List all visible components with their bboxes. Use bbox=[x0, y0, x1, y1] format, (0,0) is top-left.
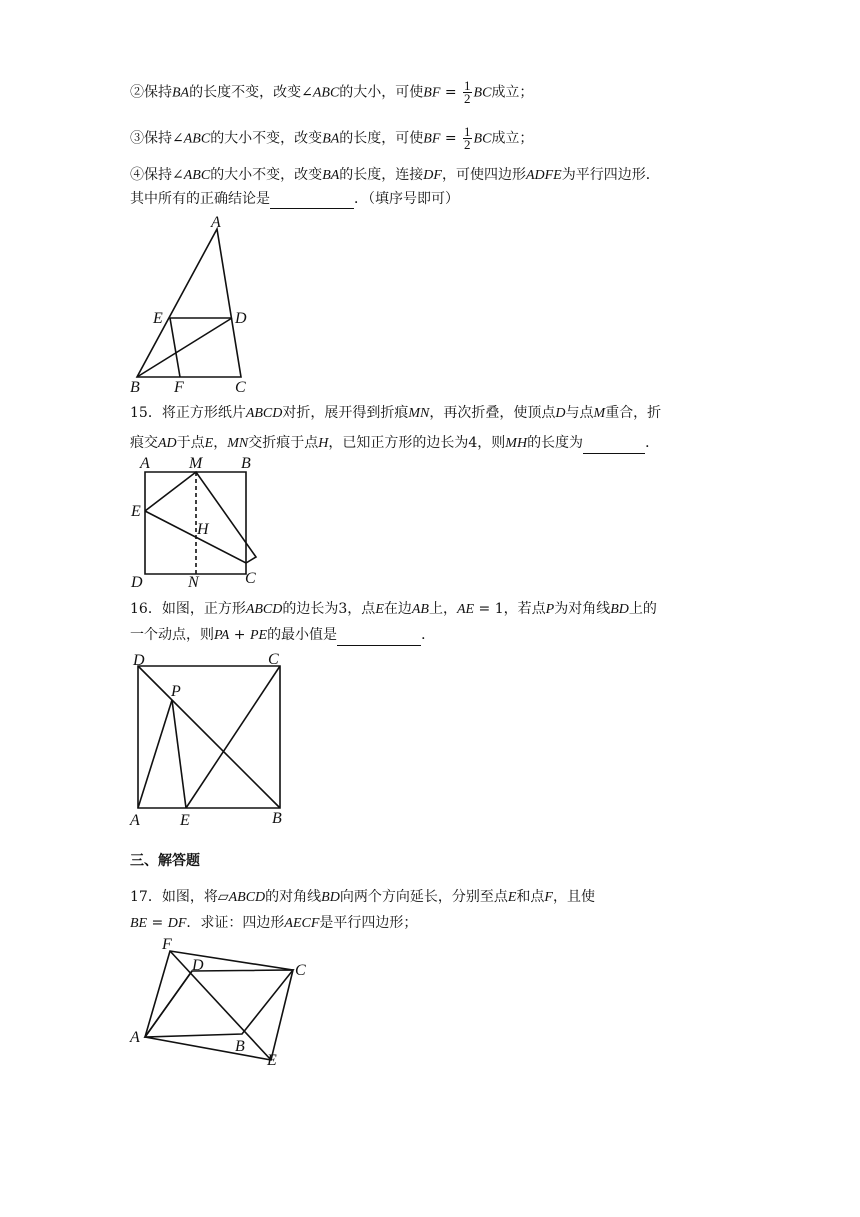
label-c: C bbox=[245, 570, 256, 587]
label-d: D bbox=[192, 957, 204, 974]
triangle-abc bbox=[137, 229, 241, 377]
q16-line-2: 一个动点，则PA + PE的最小值是 ． bbox=[130, 625, 435, 646]
label-e: E bbox=[153, 310, 163, 327]
label-a: A bbox=[140, 455, 150, 472]
fraction-one-half: $\frac{1}{2}$ bbox=[464, 124, 471, 152]
label-c: C bbox=[268, 651, 279, 668]
q17-line-1: 17．如图，将▱ABCD的对角线BD向两个方向延长，分别至点E和点F，且使 bbox=[130, 889, 595, 905]
answer-blank[interactable] bbox=[583, 437, 645, 454]
segment-ad bbox=[145, 971, 192, 1037]
answer-blank[interactable] bbox=[270, 192, 354, 209]
segment-bd bbox=[137, 318, 232, 377]
label-a: A bbox=[130, 1029, 140, 1046]
q16-square-figure bbox=[128, 646, 293, 831]
label-f: F bbox=[174, 379, 184, 396]
label-c: C bbox=[295, 962, 306, 979]
q14-option-4: ④保持∠ABC的大小不变，改变BA的长度，连接DF，可使四边形ADFE为平行四边形． bbox=[130, 167, 660, 183]
q16-line-1: 16．如图，正方形ABCD的边长为3，点E在边AB上，AE = 1，若点P为对角线BD上的 bbox=[130, 601, 657, 617]
q14-question: 其中所有的正确结论是 ．（填序号即可） bbox=[130, 191, 459, 207]
label-b: B bbox=[130, 379, 140, 396]
label-b: B bbox=[235, 1038, 245, 1055]
q15-line-1: 15．将正方形纸片ABCD对折，展开得到折痕MN，再次折叠，使顶点D与点M重合，折 bbox=[130, 405, 662, 421]
label-f: F bbox=[162, 936, 172, 953]
fraction-one-half: $\frac{1}{2}$ bbox=[464, 78, 471, 106]
q15-square-fold-figure bbox=[128, 454, 268, 590]
label-c: C bbox=[235, 379, 246, 396]
label-b: B bbox=[241, 455, 251, 472]
folded-flap bbox=[145, 472, 256, 563]
answer-blank[interactable] bbox=[337, 629, 421, 646]
diagonal-bd bbox=[138, 666, 280, 808]
q14-triangle-figure bbox=[125, 215, 265, 400]
segment-ef bbox=[170, 318, 180, 377]
label-a: A bbox=[211, 214, 221, 231]
label-e: E bbox=[267, 1052, 277, 1069]
q17-parallelogram-figure bbox=[125, 933, 325, 1078]
label-d: D bbox=[133, 652, 145, 669]
label-m: M bbox=[189, 455, 203, 472]
label-b: B bbox=[272, 810, 282, 827]
label-a: A bbox=[130, 812, 140, 829]
segment-pa bbox=[138, 700, 172, 808]
label-n: N bbox=[188, 574, 199, 591]
segment-pe bbox=[172, 700, 186, 808]
segment-ce bbox=[186, 666, 280, 808]
q15-line-2: 痕交AD于点E，MN交折痕于点H，已知正方形的边长为4，则MH的长度为 ． bbox=[130, 433, 659, 454]
q14-option-3: ③保持∠ABC的大小不变，改变BA的长度，可使BF = $\frac{1}{2}$ BC成立； bbox=[130, 124, 534, 152]
label-h: H bbox=[197, 521, 209, 538]
label-e: E bbox=[131, 503, 141, 520]
label-e: E bbox=[180, 812, 190, 829]
section-heading: 三、解答题 bbox=[130, 853, 200, 869]
q14-option-2: ②保持BA的长度不变，改变∠ABC的大小，可使BF = $\frac{1}{2}$ BC成立； bbox=[130, 78, 534, 106]
q17-line-2: BE = DF．求证：四边形AECF是平行四边形； bbox=[130, 915, 418, 931]
label-p: P bbox=[171, 683, 181, 700]
label-d: D bbox=[235, 310, 247, 327]
label-d: D bbox=[131, 574, 143, 591]
